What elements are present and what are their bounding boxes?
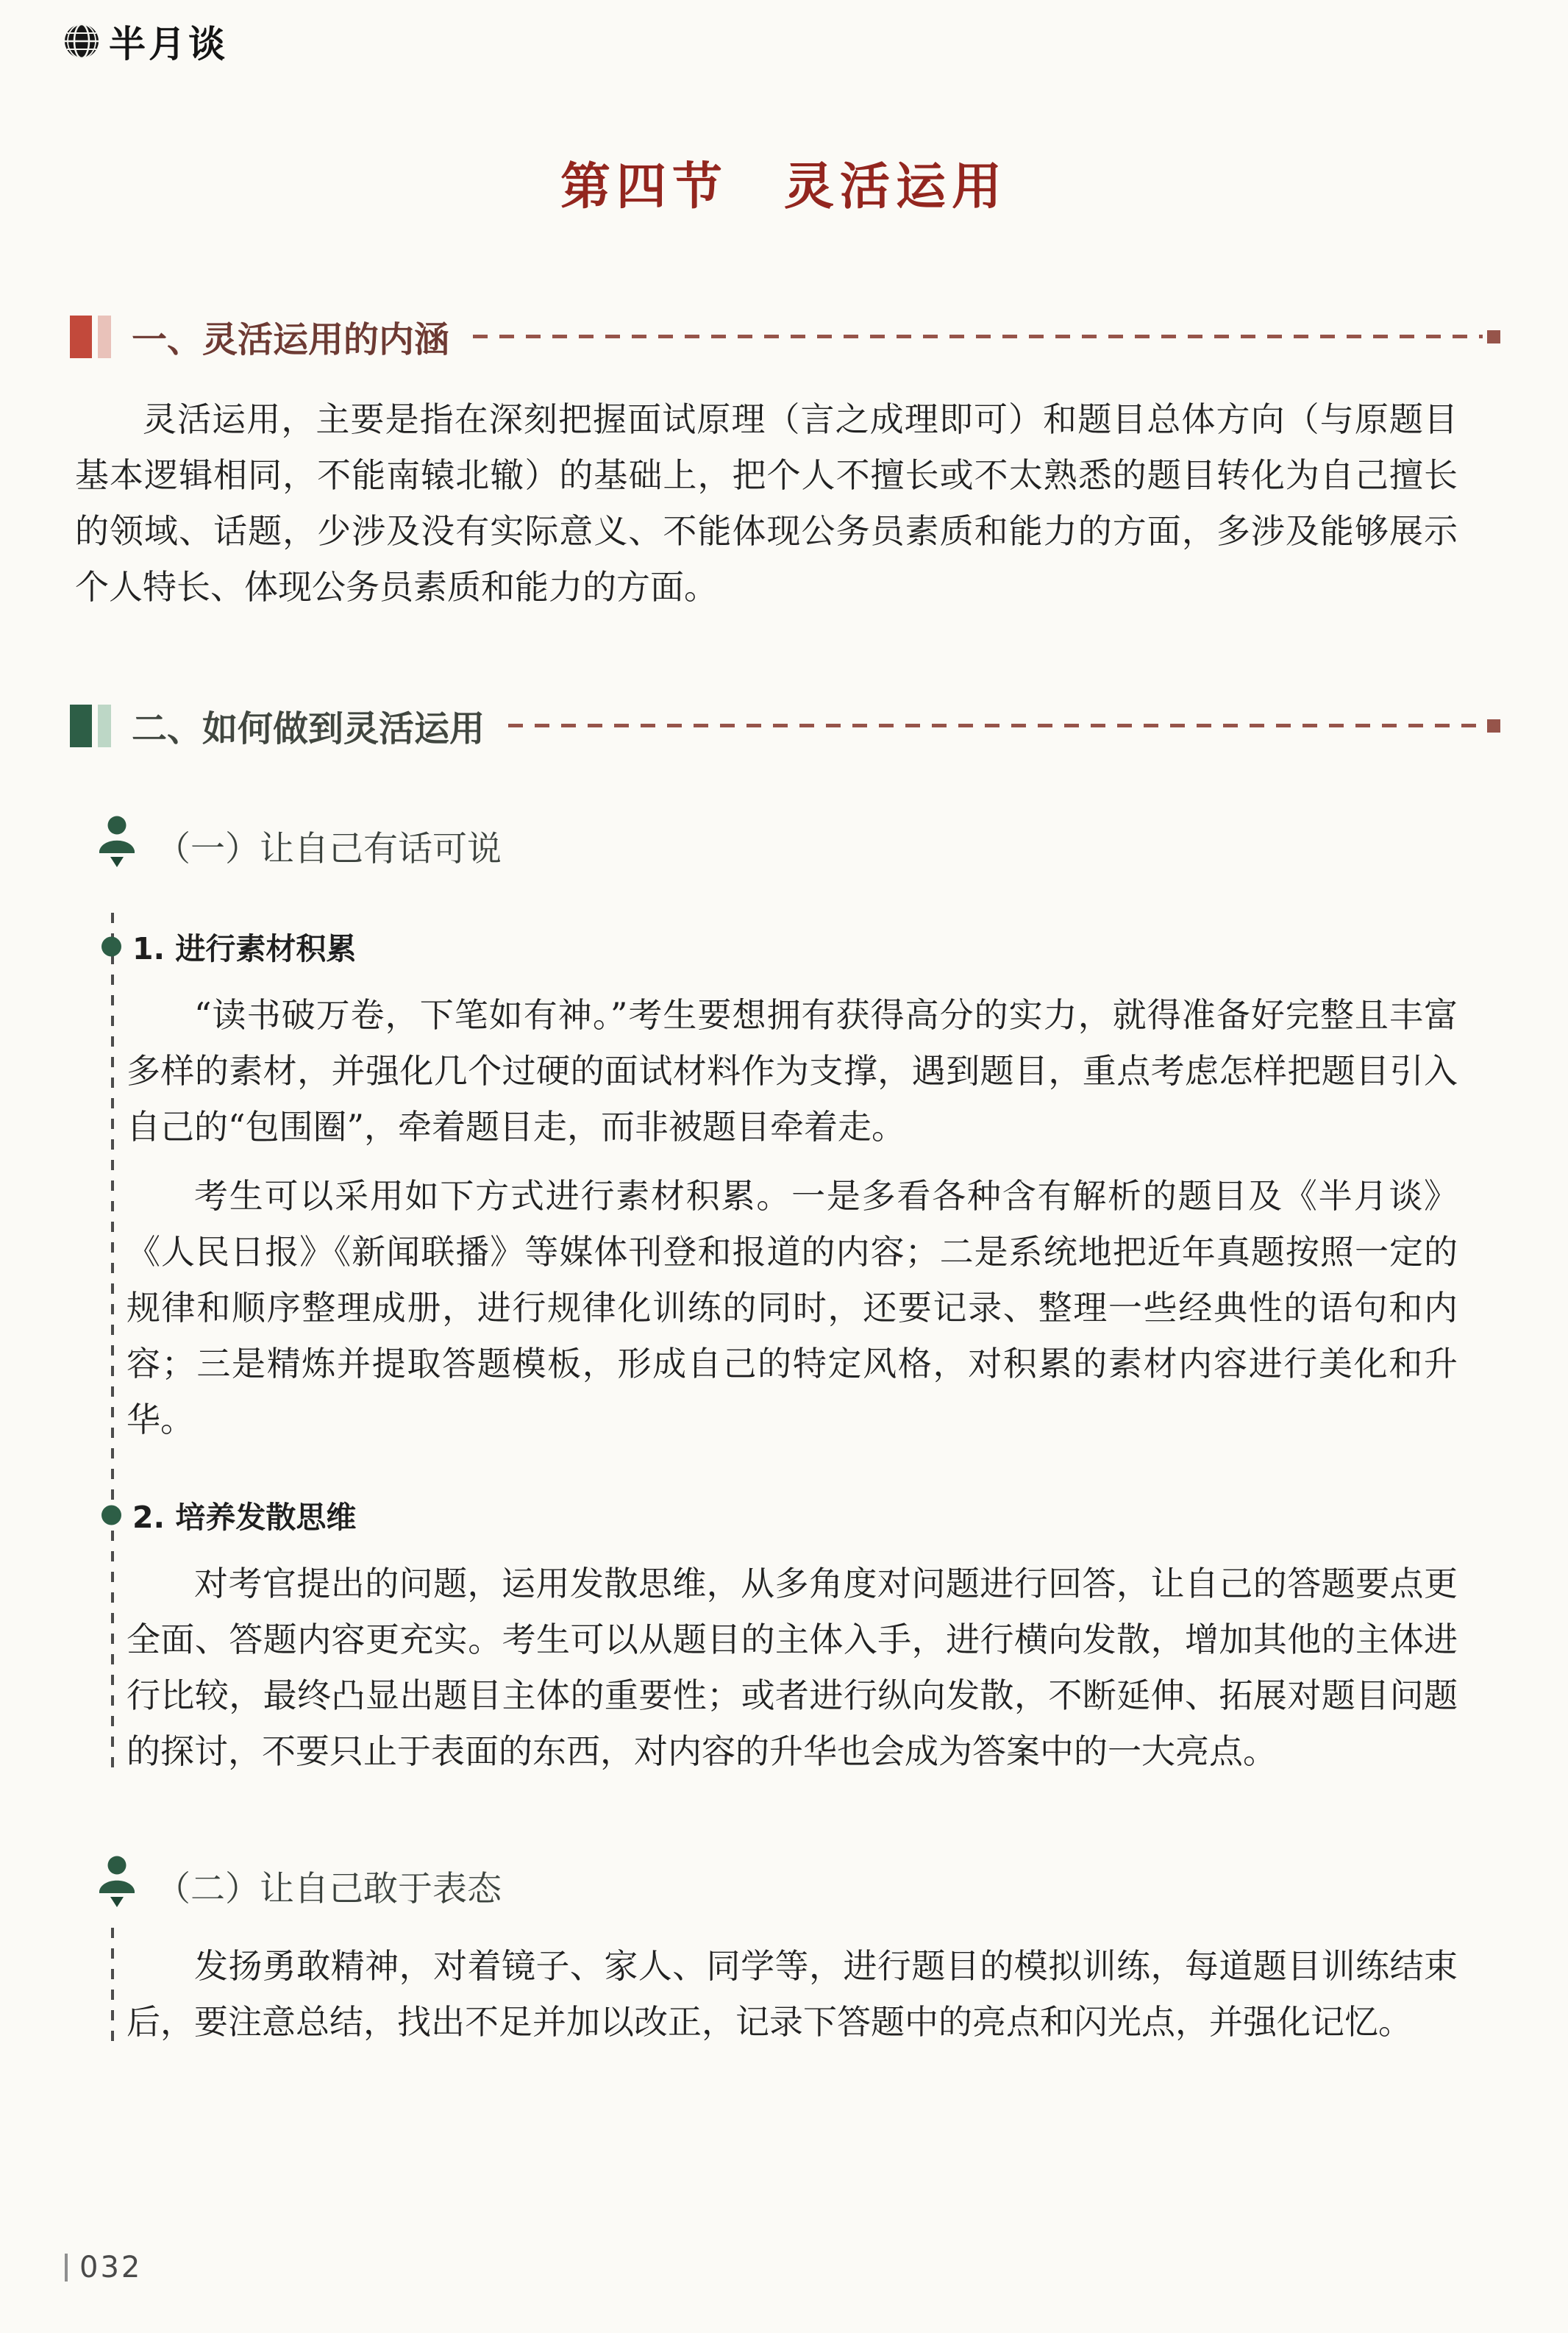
section-2-heading: 二、如何做到灵活运用 [132, 708, 485, 749]
bullet-dot [101, 1505, 121, 1525]
subsection-2-body [0, 1938, 1568, 2050]
section-2-heading-row [70, 700, 1500, 751]
subsection-1-title: （一）让自己有话可说 [156, 828, 502, 869]
subsection-2-header [0, 1853, 1568, 1919]
person-icon [96, 1854, 138, 1910]
globe-icon [63, 23, 100, 60]
section-1-heading: 一、灵活运用的内涵 [132, 319, 450, 360]
item-2-paragraph: 对考官提出的问题，运用发散思维，从多角度对问题进行回答，让自己的答题要点更全面、答题内容更充实。考生可以从题目的主体入手，进行横向发散，增加其他的主体进行比较，最终凸显出题目主体的重要性；或者进行纵向发散，不断延伸、拓展对题目问题的探讨，不要只止于表面的东西，对内容的升华也会成为答案中的一大亮点。 [126, 1564, 1458, 1771]
page-title: 第四节 灵活运用 [560, 158, 1008, 216]
vertical-dashed-line [111, 1928, 114, 2045]
footer-divider [65, 2254, 68, 2282]
vertical-dashed-line [111, 913, 114, 1769]
subsection-1-body [0, 925, 1568, 1779]
item-1-paragraph-2: 考生可以采用如下方式进行素材积累。一是多看各种含有解析的题目及《半月谈》《人民日报》《新闻联播》等媒体刊登和报道的内容；二是系统地把近年真题按照一定的规律和顺序整理成册，进行规律化训练的同时，还要记录、整理一些经典性的语句和内容；三是精炼并提取答题模板，形成自己的特定风格，对积累的素材内容进行美化和升华。 [126, 1176, 1458, 1439]
section-marker-bar-primary [70, 705, 92, 747]
brand-logo-text: 半月谈 [109, 23, 228, 65]
section-marker-bar-secondary [98, 705, 111, 747]
item-2-label [132, 1493, 1458, 1536]
subsection-1 [0, 813, 1568, 1779]
section-1-heading-row [70, 311, 1500, 362]
section-marker-bar-primary [70, 316, 92, 358]
rule-endcap-square [1487, 330, 1500, 343]
item-2-label-text: 2. 培养发散思维 [132, 1500, 357, 1535]
brand-logo [63, 15, 228, 68]
section-marker-bar-secondary [98, 316, 111, 358]
page-footer [65, 2251, 142, 2284]
item-1-label-text: 1. 进行素材积累 [132, 931, 357, 966]
subsection-1-header [0, 813, 1568, 879]
dashed-rule [473, 335, 1483, 338]
section-1-body: 灵活运用，主要是指在深刻把握面试原理（言之成理即可）和题目总体方向（与原题目基本逻辑相同，不能南辕北辙）的基础上，把个人不擅长或不太熟悉的题目转化为自己擅长的领域、话题，少涉及没有实际意义、不能体现公务员素质和能力的方面，多涉及能够展示个人特长、体现公务员素质和能力的方面。 [75, 399, 1458, 607]
subsection-2-title: （二）让自己敢于表态 [156, 1868, 502, 1909]
person-icon [96, 814, 138, 870]
dashed-rule [508, 724, 1483, 727]
subsection-2-paragraph: 发扬勇敢精神，对着镜子、家人、同学等，进行题目的模拟训练，每道题目训练结束后，要注意总结，找出不足并加以改正，记录下答题中的亮点和闪光点，并强化记忆。 [126, 1946, 1458, 2042]
item-2 [0, 1493, 1568, 1779]
item-1-label [132, 925, 1458, 968]
page-number: 032 [79, 2251, 143, 2284]
subsection-2 [0, 1853, 1568, 2050]
bullet-dot [101, 936, 121, 956]
item-1 [0, 925, 1568, 1447]
item-1-paragraph-1: “读书破万卷，下笔如有神。”考生要想拥有获得高分的实力，就得准备好完整且丰富多样的素材，并强化几个过硬的面试材料作为支撑，遇到题目，重点考虑怎样把题目引入自己的“包围圈”，牵着题目走，而非被题目牵着走。 [126, 995, 1458, 1147]
rule-endcap-square [1487, 719, 1500, 733]
